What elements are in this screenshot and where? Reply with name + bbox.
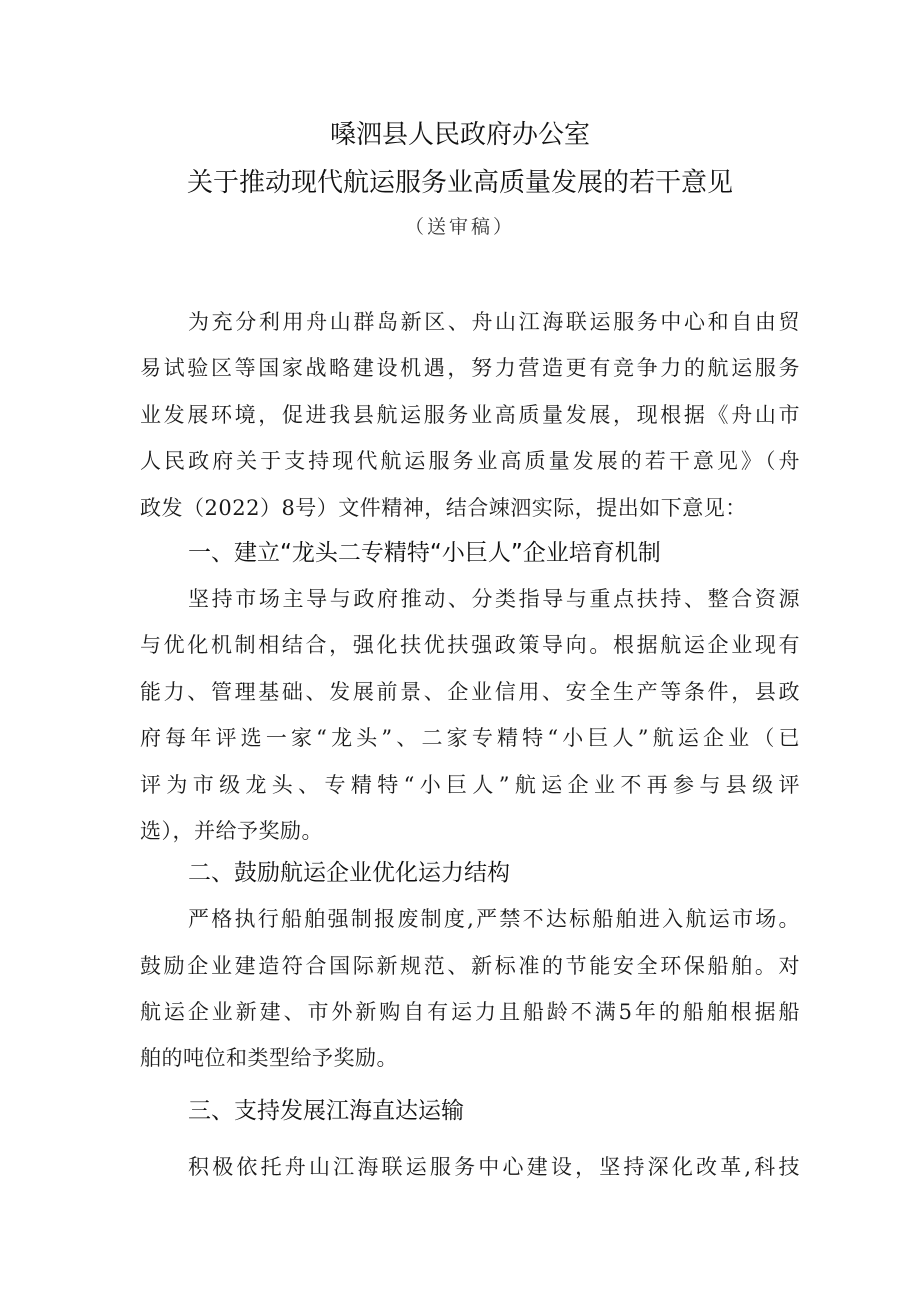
section-2-line: 鼓励企业建造符合国际新规范、新标准的节能安全环保船舶。对 bbox=[140, 954, 800, 978]
section-1-line: 评为市级龙头、专精特“小巨人”航运企业不再参与县级评 bbox=[140, 773, 800, 797]
intro-line: 人民政府关于支持现代航运服务业高质量发展的若干意见》（舟 bbox=[140, 449, 800, 473]
intro-line: 为充分利用舟山群岛新区、舟山江海联运服务中心和自由贸 bbox=[188, 310, 800, 334]
section-heading-2: 二、鼓励航运企业优化运力结构 bbox=[188, 860, 510, 886]
section-1-line: 与优化机制相结合，强化扶优扶强政策导向。根据航运企业现有 bbox=[140, 633, 800, 657]
section-1-line: 能力、管理基础、发展前景、企业信用、安全生产等条件，县政 bbox=[140, 680, 800, 704]
section-1-line: 坚持市场主导与政府推动、分类指导与重点扶持、整合资源 bbox=[188, 587, 800, 611]
intro-line: 易试验区等国家战略建设机遇，努力营造更有竞争力的航运服务 bbox=[140, 356, 800, 380]
section-2-line: 严格执行船舶强制报废制度,严禁不达标船舶进入航运市场。 bbox=[188, 907, 800, 931]
section-1-line: 府每年评选一家“龙头”、二家专精特“小巨人”航运企业（已 bbox=[140, 726, 800, 750]
document-title-line-1: 嗓泗县人民政府办公室 bbox=[329, 120, 590, 150]
section-1-line: 选），并给予奖励。 bbox=[140, 819, 323, 843]
document-subtitle: （送审稿） bbox=[404, 216, 515, 238]
section-heading-3: 三、支持发展江海直达运输 bbox=[188, 1098, 464, 1124]
section-2-line: 航运企业新建、市外新购自有运力且船龄不满5年的船舶根据船 bbox=[140, 1000, 800, 1024]
intro-line: 业发展环境，促进我县航运服务业高质量发展，现根据《舟山市 bbox=[140, 403, 800, 427]
document-title-line-2: 关于推动现代航运服务业高质量发展的若干意见 bbox=[186, 168, 733, 198]
section-2-line: 舶的吨位和类型给予奖励。 bbox=[140, 1046, 398, 1070]
section-3-line: 积极依托舟山江海联运服务中心建设，坚持深化改革,科技 bbox=[188, 1155, 800, 1179]
intro-line: 政发（2022）8号）文件精神，结合竦泗实际，提出如下意见： bbox=[140, 496, 747, 520]
section-heading-1: 一、建立“龙头二专精特“小巨人”企业培育机制 bbox=[188, 540, 661, 566]
